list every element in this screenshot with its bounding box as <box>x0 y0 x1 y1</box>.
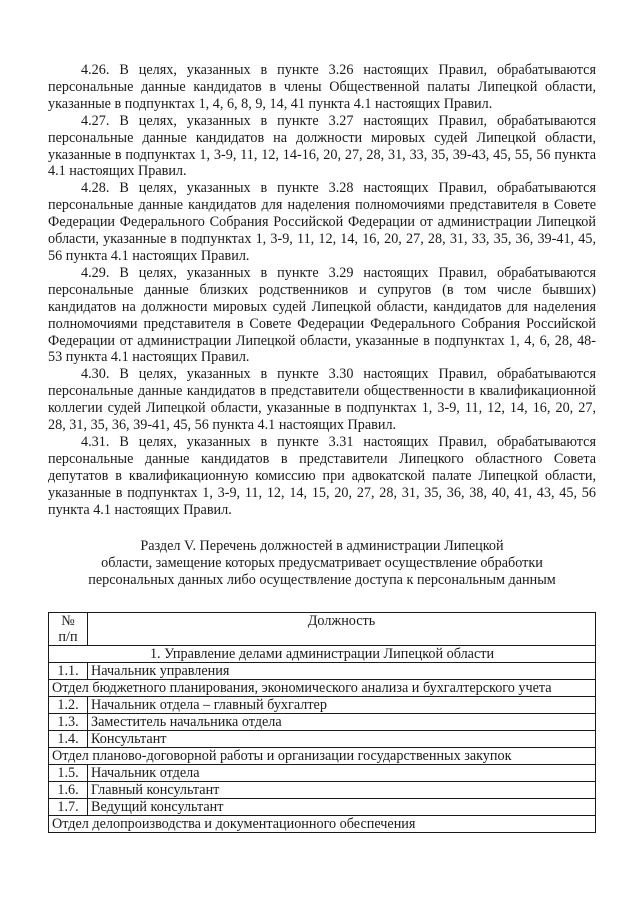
table-body <box>49 646 596 833</box>
item-number-cell: 1.1. <box>49 663 88 680</box>
position-title-cell: Начальник отдела <box>88 765 596 782</box>
position-title-cell: Ведущий консультант <box>88 799 596 816</box>
section-title-line-1: Раздел V. Перечень должностей в администрации Липецкой <box>140 538 504 555</box>
item-number-cell: 1.5. <box>49 765 88 782</box>
position-title-cell: Начальник отдела – главный бухгалтер <box>88 697 596 714</box>
item-number-cell: 1.2. <box>49 697 88 714</box>
table-section-row <box>49 646 596 663</box>
table-section-row <box>49 748 596 765</box>
header-position-cell: Должность <box>88 613 596 646</box>
position-title-cell: Консультант <box>88 731 596 748</box>
position-title-cell: Главный консультант <box>88 782 596 799</box>
table-row <box>49 765 596 782</box>
table-section-row <box>49 816 596 833</box>
table-section-row <box>49 680 596 697</box>
position-title-cell: Начальник управления <box>88 663 596 680</box>
paragraph-4-27: 4.27. В целях, указанных в пункте 3.27 настоящих Правил, обрабатываются персональные данные кандидатов на должности мировых судей Липецкой области, указанные в подпунктах 1, 3-9, 11, 12, 14-16, 20, 27, 28, 31, 33, 35, 39-43, 45, 55, 56 пункта 4.1 настоящих Правил. <box>48 112 596 180</box>
item-number-cell: 1.3. <box>49 714 88 731</box>
table-row <box>49 663 596 680</box>
table-row <box>49 782 596 799</box>
header-number-label: п/п <box>58 629 78 645</box>
section-title-line-3: персональных данных либо осуществление доступа к персональным данным <box>88 572 556 589</box>
positions-table <box>48 612 596 833</box>
paragraph-4-26: 4.26. В целях, указанных в пункте 3.26 настоящих Правил, обрабатываются персональные данные кандидатов в члены Общественной палаты Липецкой области, указанные в подпунктах 1, 4, 6, 8, 9, 14, 41 пункта 4.1 настоящих Правил. <box>48 62 596 112</box>
header-number-symbol: № <box>61 613 75 629</box>
position-title-cell: Заместитель начальника отдела <box>88 714 596 731</box>
item-number-cell: 1.4. <box>49 731 88 748</box>
department-name-cell: Отдел делопроизводства и документационного обеспечения <box>49 816 596 833</box>
table-row <box>49 731 596 748</box>
table-row <box>49 714 596 731</box>
paragraph-4-30: 4.30. В целях, указанных в пункте 3.30 настоящих Правил, обрабатываются персональные данные кандидатов в представители общественности в квалификационной коллегии судей Липецкой области, указанные в подпунктах 1, 3-9, 11, 12, 14, 16, 20, 27, 28, 31, 35, 36, 39-41, 45, 56 пункта 4.1 настоящих Правил. <box>48 366 596 434</box>
paragraph-4-29: 4.29. В целях, указанных в пункте 3.29 настоящих Правил, обрабатываются персональные данные близких родственников и супругов (в том числе бывших) кандидатов на должности мировых судей Липецкой области, кандидатов для наделения полномочиями представителя в Совете Федерации Федерального Собрания Российской Федерации от администрации Липецкой области, указанные в подпунктах 1, 4, 6, 28, 48-53 пункта 4.1 настоящих Правил. <box>48 264 596 366</box>
department-name-cell: 1. Управление делами администрации Липецкой области <box>49 646 596 663</box>
department-name-cell: Отдел планово-договорной работы и организации государственных закупок <box>49 748 596 765</box>
paragraph-4-31: 4.31. В целях, указанных в пункте 3.31 настоящих Правил, обрабатываются персональные данные кандидатов в представители Липецкого областного Совета депутатов в квалификационную комиссию при адвокатской палате Липецкой области, указанные в подпунктах 1, 3-9, 11, 12, 14, 15, 20, 27, 28, 31, 35, 36, 38, 40, 41, 43, 45, 56 пункта 4.1 настоящих Правил. <box>48 433 596 518</box>
table-row <box>49 697 596 714</box>
item-number-cell: 1.7. <box>49 799 88 816</box>
header-number-cell <box>49 613 88 646</box>
section-title <box>48 538 596 589</box>
document-body <box>48 62 596 589</box>
table-row <box>49 799 596 816</box>
item-number-cell: 1.6. <box>49 782 88 799</box>
department-name-cell: Отдел бюджетного планирования, экономического анализа и бухгалтерского учета <box>49 680 596 697</box>
paragraph-4-28: 4.28. В целях, указанных в пункте 3.28 настоящих Правил, обрабатываются персональные данные кандидатов для наделения полномочиями представителя в Совете Федерации Федерального Собрания Российской Федерации от администрации Липецкой области, указанные в подпунктах 1, 3-9, 11, 12, 14, 16, 20, 27, 28, 31, 33, 35, 36, 39-41, 45, 56 пункта 4.1 настоящих Правил. <box>48 180 596 264</box>
table-header-row <box>49 613 596 646</box>
section-title-line-2: области, замещение которых предусматривает осуществление обработки <box>101 555 543 572</box>
